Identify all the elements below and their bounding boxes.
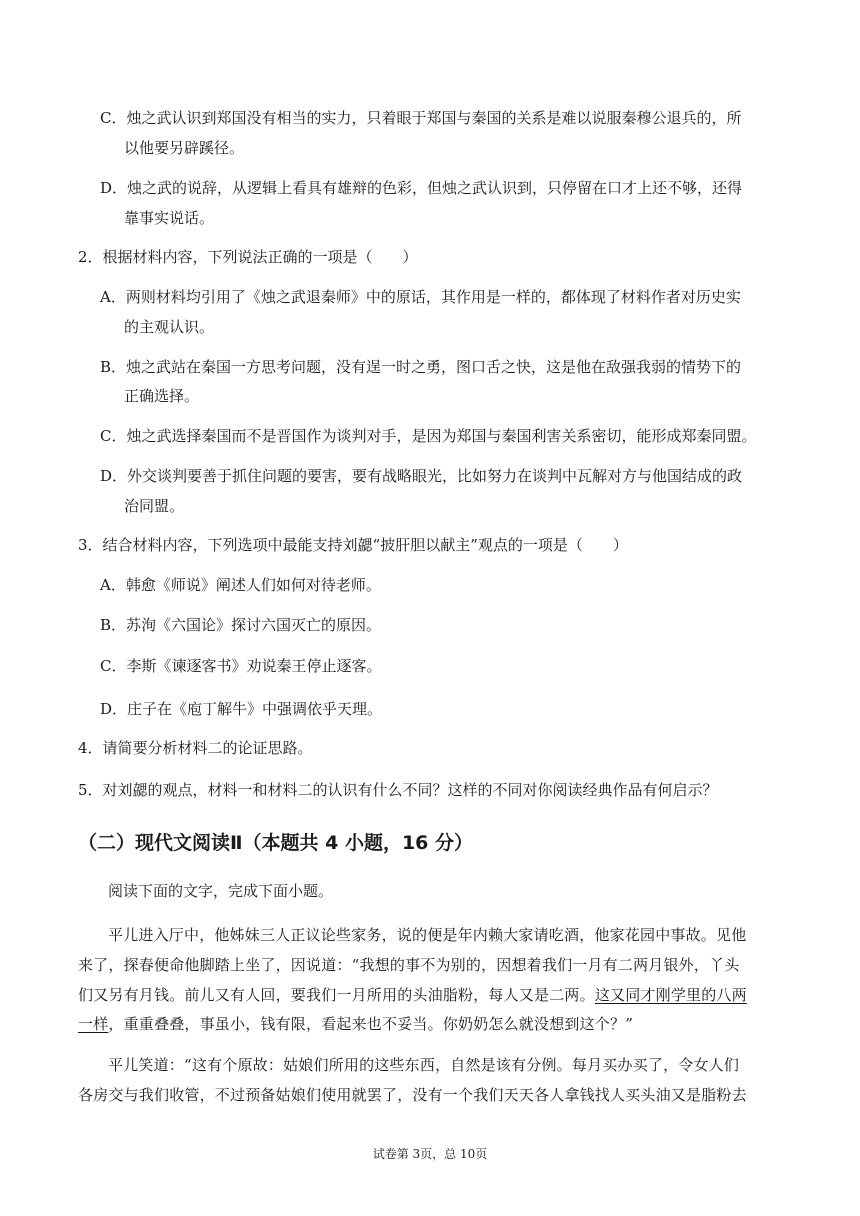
passage-underlined-phrase-part2: 一样	[78, 1015, 109, 1033]
q1-option-d-line2: 靠事实说话。	[124, 209, 215, 227]
q1-option-d-line1: D．烛之武的说辞，从逻辑上看具有雄辩的色彩，但烛之武认识到，只停留在口才上还不够，还得	[100, 179, 743, 197]
passage-p1-line3-text: 们又另有月钱。前儿又有人回，要我们一月所用的头油脂粉，每人又是二两。	[78, 986, 595, 1004]
q2-option-d-line2: 治同盟。	[124, 497, 185, 515]
section-heading: （二）现代文阅读Ⅱ（本题共 4 小题，16 分）	[78, 832, 474, 854]
passage-p1-line4-text: ，重重叠叠，事虽小，钱有限，看起来也不妥当。你奶奶怎么就没想到这个？”	[108, 1015, 634, 1033]
q2-option-b-line2: 正确选择。	[124, 387, 200, 405]
passage-p2-line2: 各房交与我们收管，不过预备姑娘们使用就罢了，没有一个我们天天各人拿钱找人买头油又是脂粉去	[78, 1086, 747, 1104]
q3-option-c: C．李斯《谏逐客书》劝说秦王停止逐客。	[100, 657, 382, 675]
q5-stem: 5．对刘勰的观点，材料一和材料二的认识有什么不同？这样的不同对你阅读经典作品有何启示？	[78, 781, 718, 799]
q2-option-c: C．烛之武选择秦国而不是晋国作为谈判对手，是因为郑国与秦国利害关系密切，能形成郑秦同盟。	[100, 427, 757, 445]
q3-option-b: B．苏洵《六国论》探讨六国灭亡的原因。	[100, 616, 382, 634]
q2-option-a-line1: A．两则材料均引用了《烛之武退秦师》中的原话，其作用是一样的，都体现了材料作者对历史实	[100, 288, 741, 306]
q2-option-b-line1: B．烛之武站在秦国一方思考问题，没有逞一时之勇，图口舌之快，这是他在敌强我弱的情势下的	[100, 358, 742, 376]
q2-option-a-line2: 的主观认识。	[124, 318, 215, 336]
q1-option-c-line2: 以他要另辟蹊径。	[124, 139, 245, 157]
reading-instruction: 阅读下面的文字，完成下面小题。	[108, 882, 334, 900]
q3-option-d: D．庄子在《庖丁解牛》中强调依乎天理。	[100, 700, 383, 718]
q3-stem: 3．结合材料内容，下列选项中最能支持刘勰“披肝胆以献主”观点的一项是（ ）	[78, 536, 628, 554]
passage-p1-line1: 平儿进入厅中，他姊妹三人正议论些家务，说的便是年内赖大家请吃酒，他家花园中事故。见他	[108, 926, 747, 944]
q4-stem: 4．请简要分析材料二的论证思路。	[78, 739, 313, 757]
q3-option-a: A．韩愈《师说》阐述人们如何对待老师。	[100, 576, 381, 594]
passage-p1-line2: 来了，探春便命他脚踏上坐了，因说道：“我想的事不为别的，因想着我们一月有二两月银外，丫头	[78, 956, 740, 974]
passage-underlined-phrase-part1: 这又同才刚学里的八两	[594, 986, 747, 1004]
passage-p1-line3	[78, 984, 747, 1006]
passage-p1-line4	[78, 1013, 633, 1035]
q2-option-d-line1: D．外交谈判要善于抓住问题的要害，要有战略眼光，比如努力在谈判中瓦解对方与他国结成的政	[100, 467, 743, 485]
q2-stem: 2．根据材料内容，下列说法正确的一项是（ ）	[78, 248, 418, 266]
passage-p2-line1: 平儿笑道：“这有个原故：姑娘们所用的这些东西，自然是该有分例。每月买办买了，令女人们	[108, 1056, 740, 1074]
page-footer: 试卷第 3页，总 10页	[372, 1147, 488, 1161]
q1-option-c-line1: C．烛之武认识到郑国没有相当的实力，只着眼于郑国与秦国的关系是难以说服秦穆公退兵的，所	[100, 109, 742, 127]
